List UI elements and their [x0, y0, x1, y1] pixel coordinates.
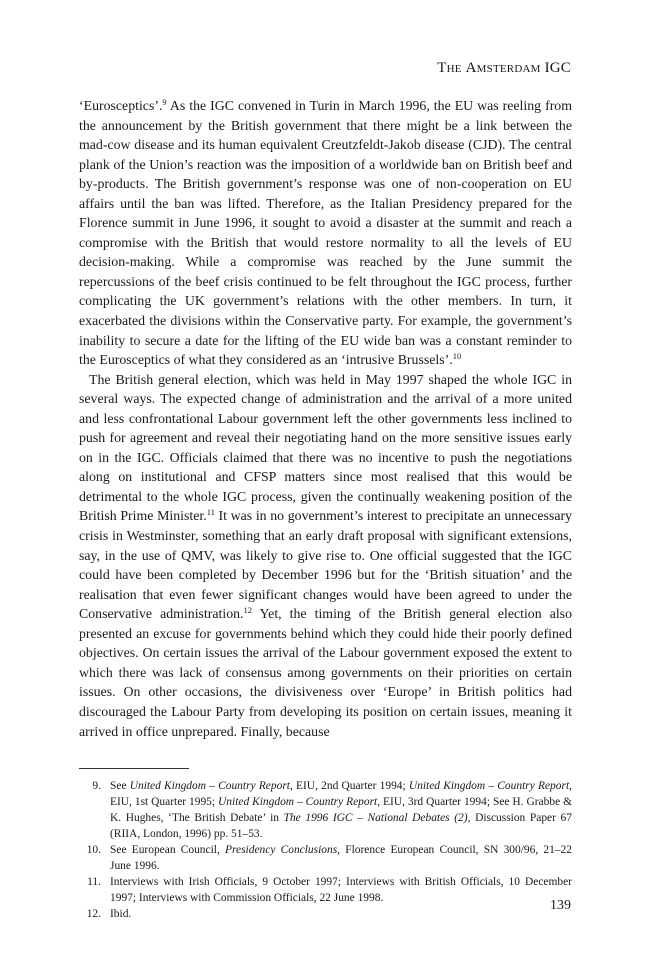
footnote-text: United Kingdom – Country Report [408, 780, 570, 792]
footnotes [79, 778, 572, 922]
footnote-text: , EIU, 2nd Quarter 1994; [289, 780, 409, 792]
footnote-9 [79, 778, 572, 842]
header-msterdam: msterdam [476, 60, 545, 76]
footnote-ref-10: 10 [452, 351, 462, 362]
footnote-ref-9: 9 [162, 97, 167, 107]
header-a: A [465, 60, 477, 76]
footnote-divider [79, 768, 189, 769]
footnote-text: The 1996 IGC – National Debates (2) [283, 812, 468, 824]
header-he: he [446, 60, 466, 76]
footnote-text: , Discussion Paper 67 (RIIA, London, 1996) pp. 51–53. [110, 812, 572, 840]
footnote-ref-12: 12 [243, 605, 253, 616]
paragraph-1 [79, 96, 572, 370]
footnote-text: United Kingdom – Country Report [218, 796, 378, 808]
footnote-text: , Florence European Council, SN 300/96, 21–22 June 1996. [110, 844, 572, 872]
footnote-text: Interviews with Irish Officials, 9 October 1997; Interviews with British Officials, 10 December 1997; Interviews with Commission Officials, 22 June 1998. [110, 876, 572, 904]
footnote-10 [79, 842, 572, 874]
footnote-text: , EIU, 1st Quarter 1995; [110, 780, 572, 808]
footnote-text: See [110, 780, 130, 792]
footnote-text: Presidency Conclusions [225, 844, 338, 856]
footnote-number: 11. [87, 876, 101, 888]
footnote-number: 9. [92, 780, 101, 792]
page-number: 139 [550, 898, 571, 913]
header-igc: IGC [544, 60, 571, 76]
body-text [79, 96, 572, 741]
p2-text-3: Yet, the timing of the British general election also presented an excuse for governments behind which they could hide their poorly defined objectives. On certain issues the arrival of the Labour government exposed the extent to which there was lack of consensus among governments on their priorities on certain issues. On other occasions, the divisiveness over ‘Europe’ in British politics had discouraged the Labour Party from developing its position on certain issues, meaning it arrived in office unprepared. Finally, because [79, 606, 572, 739]
footnote-text: See European Council, [110, 844, 226, 856]
header-t: T [437, 60, 447, 76]
footnote-text: Ibid. [110, 908, 132, 920]
footnote-12 [79, 906, 572, 922]
footnote-number: 10. [86, 844, 101, 856]
p2-text-2: It was in no government’s interest to precipitate an unnecessary crisis in Westminster, something that an early draft proposal with significant extensions, say, in the use of QMV, was likely to give rise to. One official suggested that the IGC could have been completed by December 1996 but for the ‘British situation’ and the realisation that even fewer significant changes would have been agreed to under the Conservative administration. [79, 508, 573, 622]
footnote-text: , EIU, 3rd Quarter 1994; See H. Grabbe & K. Hughes, ‘The British Debate’ in [110, 796, 572, 824]
footnote-number: 12. [86, 908, 101, 920]
p2-text-1: The British general election, which was held in May 1997 shaped the whole IGC in several ways. The expected change of administration and the arrival of a more united and less confrontational Labour government left the other governments less inclined to push for agreement and reveal their negotiating hand on the more sensitive issues early on in the IGC. Officials claimed that there was no incentive to push the negotiations along on institutional and CFSP matters since most realised that this would be detrimental to the whole IGC process, given the continually weakening position of the British Prime Minister. [79, 371, 572, 524]
running-header [437, 60, 571, 77]
paragraph-2 [79, 370, 572, 741]
footnote-11 [79, 874, 572, 906]
p1-text-1: ‘Eurosceptics’. [79, 98, 163, 113]
footnote-text: United Kingdom – Country Report [129, 780, 290, 792]
footnote-ref-11: 11 [206, 507, 215, 518]
p1-text-2: As the IGC convened in Turin in March 1996, the EU was reeling from the announcement by the British government that there might be a link between the mad-cow disease and its human equivalent Creutzfeldt-Jakob disease (CJD). The central plank of the Union’s reaction was the imposition of a worldwide ban on British beef and by-products. The British government’s response was one of non-cooperation on EU affairs until the ban was lifted. Therefore, as the Italian Presidency prepared for the Florence summit in June 1996, it sought to avoid a disaster at the summit and reach a compromise with the British that would restore normality to all the levels of EU decision-making. While a compromise was reached by the June summit the repercussions of the beef crisis continued to be felt throughout the IGC process, further complicating the UK government’s relations with the other members. In turn, it exacerbated the divisions within the Conservative party. For example, the government’s inability to secure a date for the lifting of the EU wide ban was a constant reminder to the Eurosceptics of what they considered as an ‘intrusive Brussels’. [79, 98, 572, 368]
